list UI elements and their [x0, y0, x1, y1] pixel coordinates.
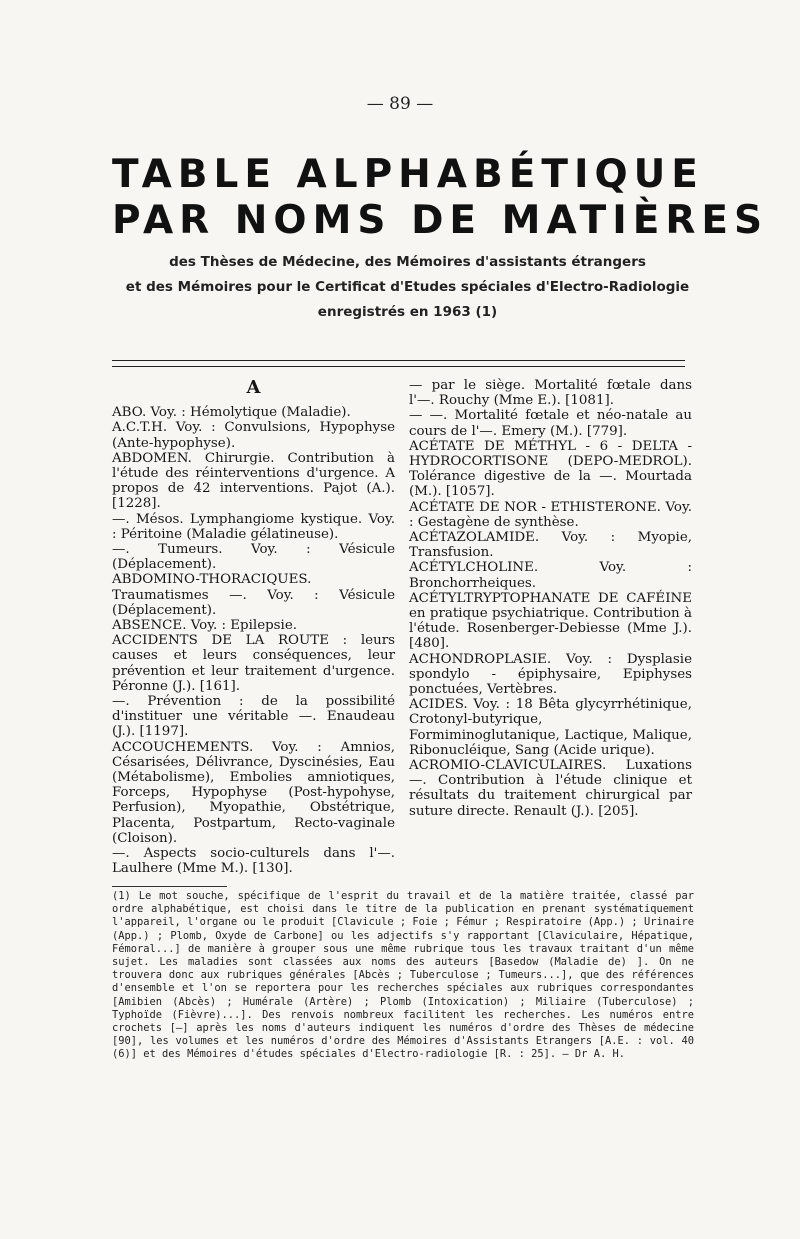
index-entry: A.C.T.H. Voy. : Convulsions, Hypophyse (Ante-hypophyse).: [112, 420, 395, 451]
index-entry: ACROMIO-CLAVICULAIRES. Luxations —. Contribution à l'étude clinique et résultats du traitement chirurgical par suture directe. Renault (J.). [205].: [409, 758, 692, 819]
index-entry: ACÉTYLCHOLINE. Voy. : Bronchorrheiques.: [409, 560, 692, 591]
subtitle-line-2: et des Mémoires pour le Certificat d'Etudes spéciales d'Electro-Radiologie: [125, 279, 690, 295]
title-line-1: TABLE ALPHABÉTIQUE: [112, 152, 704, 197]
index-entry: ABDOMINO-THORACIQUES. Traumatismes —. Voy. : Vésicule (Déplacement).: [112, 572, 395, 618]
right-column: [409, 378, 692, 819]
index-entry: — par le siège. Mortalité fœtale dans l'—. Rouchy (Mme E.). [1081].: [409, 378, 692, 409]
index-entry: ACÉTYLTRYPTOPHANATE DE CAFÉINE en pratique psychiatrique. Contribution à l'étude. Rosenberger-Debiesse (Mme J.). [480].: [409, 590, 692, 652]
index-entry: ABDOMEN. Chirurgie. Contribution à l'étude des réinterventions d'urgence. A propos de 42 interventions. Pajot (A.). [1228].: [112, 450, 395, 512]
footnote: (1) Le mot souche, spécifique de l'esprit du travail et de la matière traitée, classé par ordre alphabétique, est choisi dans le titre de la publication en prenant systématiquement l'appareil, l'organe ou le produit [Clavicule ; Foie ; Fémur ; Respiratoire (App.) ; Urinaire (App.) ; Plomb, Oxyde de Carbone] ou les adjectifs s'y rapportant [Claviculaire, Hépatique, Fémoral...] de manière à grouper sous une même rubrique tous les travaux traitant d'un même sujet. Les maladies sont classées aux noms des auteurs [Basedow (Maladie de) ]. On ne trouvera donc aux rubriques générales [Abcès ; Tuberculose ; Tumeurs...], que des références d'ensemble et l'on se reportera pour les recherches spéciales aux rubriques correspondantes [Amibien (Abcès) ; Humérale (Artère) ; Plomb (Intoxication) ; Miliaire (Tuberculose) ; Typhoïde (Fièvre)...]. Des renvois nombreux facilitent les recherches. Les numéros entre crochets [—] après les noms d'auteurs indiquent les numéros d'ordre des Thèses de médecine [90], les volumes et les numéros d'ordre des Mémoires d'Assistants Etrangers [A.E. : vol. 40 (6)] et des Mémoires d'études spéciales d'Electro-radiologie [R. : 25]. — Dr A. H.: [112, 890, 694, 1061]
page-number: — 89 —: [366, 94, 434, 114]
header-rule-bottom: [112, 366, 685, 367]
footnote-rule: [112, 886, 227, 887]
index-entry: —. Tumeurs. Voy. : Vésicule (Déplacement).: [112, 542, 395, 573]
index-entry: ACCIDENTS DE LA ROUTE : leurs causes et leurs conséquences, leur prévention et leur traitement d'urgence. Péronne (J.). [161].: [112, 633, 395, 694]
index-entry: ABO. Voy. : Hémolytique (Maladie).: [112, 405, 351, 421]
index-entry: ACÉTATE DE NOR - ETHISTERONE. Voy. : Gestagène de synthèse.: [409, 499, 692, 530]
title-line-2: PAR NOMS DE MATIÈRES: [112, 198, 769, 243]
index-entry: ACIDES. Voy. : 18 Bêta glycyrrhétinique, Crotonyl-butyrique, Formiminoglutanique, Lactique, Malique, Ribonucléique, Sang (Acide urique).: [409, 697, 692, 758]
index-entry: —. Prévention : de la possibilité d'instituer une véritable —. Enaudeau (J.). [1197].: [112, 694, 395, 740]
index-entry: —. Aspects socio-culturels dans l'—. Laulhere (Mme M.). [130].: [112, 846, 395, 877]
index-entry: —. Mésos. Lymphangiome kystique. Voy. : Péritoine (Maladie gélatineuse).: [112, 511, 395, 542]
index-entry: ACHONDROPLASIE. Voy. : Dysplasie spondylo - épiphysaire, Epiphyses ponctuées, Vertèbres.: [409, 651, 692, 698]
section-letter: A: [246, 377, 261, 398]
left-column: [112, 378, 395, 877]
index-entry: ACCOUCHEMENTS. Voy. : Amnios, Césarisées, Délivrance, Dyscinésies, Eau (Métabolisme), Embolies amniotiques, Forceps, Hypophyse (Post-hypohyse, Perfusion), Myopathie, Obstétrique, Placenta, Postpartum, Recto-vaginale (Cloison).: [112, 739, 395, 846]
subtitle-line-1: des Thèses de Médecine, des Mémoires d'assistants étrangers: [169, 254, 646, 270]
index-entry: ABSENCE. Voy. : Epilepsie.: [112, 618, 298, 634]
index-entry: ACÉTAZOLAMIDE. Voy. : Myopie, Transfusion.: [409, 530, 692, 561]
header-rule-top: [112, 360, 685, 361]
subtitle-line-3: enregistrés en 1963 (1): [317, 304, 498, 320]
index-entry: ACÉTATE DE MÉTHYL - 6 - DELTA - HYDROCORTISONE (DEPO-MEDROL). Tolérance digestive de la —. Mourtada (M.). [1057].: [409, 438, 692, 500]
index-entry: — —. Mortalité fœtale et néo-natale au cours de l'—. Emery (M.). [779].: [409, 408, 692, 439]
